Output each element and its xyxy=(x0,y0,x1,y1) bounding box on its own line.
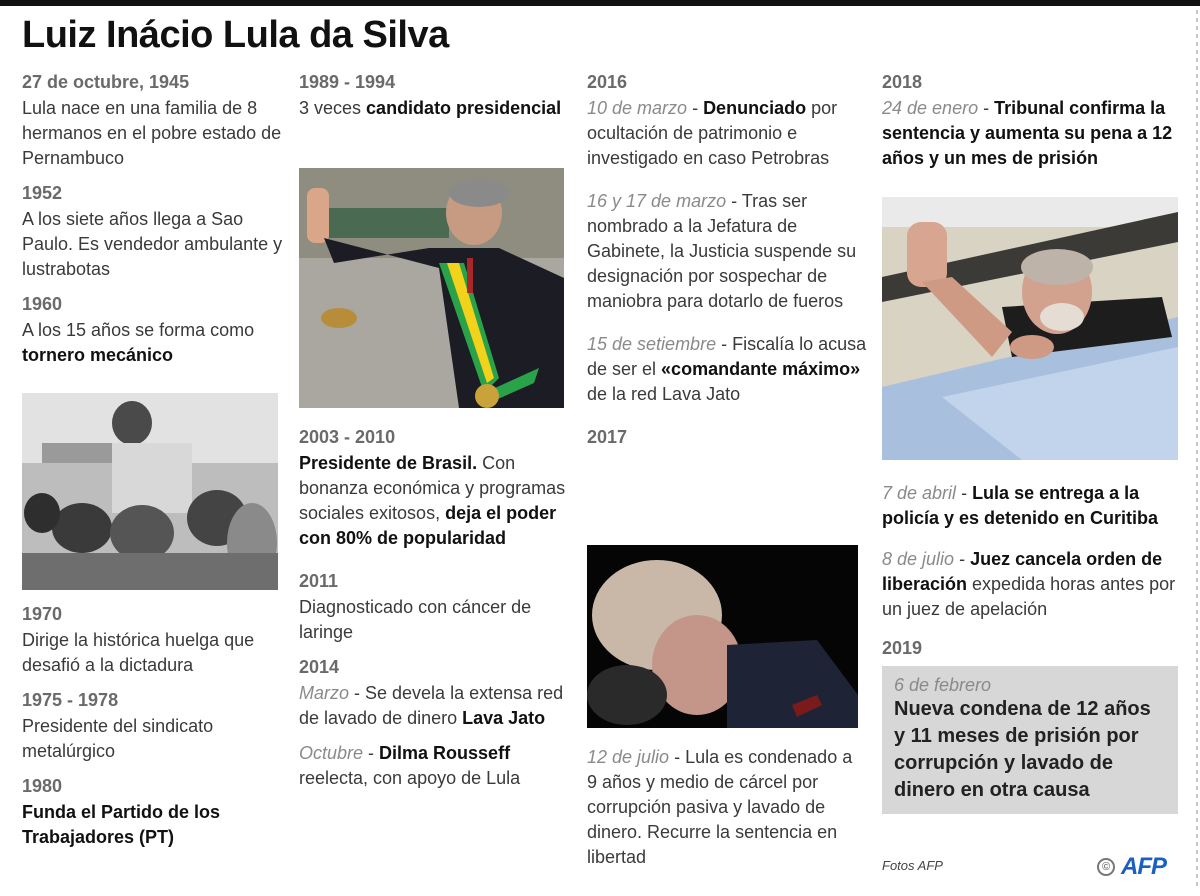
entry-1960 xyxy=(22,292,287,368)
photo-presidential-sash xyxy=(299,168,564,408)
entry-date: Marzo xyxy=(299,683,350,703)
entry-2017 xyxy=(587,425,867,449)
text-bold: Dilma Rousseff xyxy=(379,743,511,763)
entry-text xyxy=(299,96,571,121)
entry-date: 6 de febrero xyxy=(894,675,992,695)
entry-year: 1970 xyxy=(22,604,63,624)
entry-text xyxy=(22,318,287,368)
entry-2019-year xyxy=(882,636,1182,660)
column-3-lower xyxy=(587,745,867,880)
text-bold: Lula se entrega a la policía y es detenido en Curitiba xyxy=(882,483,1159,528)
entry-2018-8-julio xyxy=(882,547,1182,622)
column-1-lower xyxy=(22,602,287,860)
photo-credit: Fotos AFP xyxy=(882,858,943,873)
entry-2018-24-enero xyxy=(882,70,1182,171)
entry-text xyxy=(299,451,571,551)
entry-date: 8 de julio xyxy=(882,549,955,569)
entry-2016-16-marzo xyxy=(587,189,867,314)
text-bold: deja el poder con 80% de popularidad xyxy=(299,503,557,548)
entry-year: 1989 - 1994 xyxy=(299,72,396,92)
text-bold: Nueva condena de 12 años y 11 meses de prisión por corrupción y lavado de dinero en otra causa xyxy=(894,698,1151,801)
dotted-edge-divider xyxy=(1196,10,1198,890)
photo-face-in-hand xyxy=(587,545,858,728)
entry-year: 2017 xyxy=(587,427,628,447)
column-1 xyxy=(22,70,287,378)
entry-2018-7-abril xyxy=(882,481,1182,531)
photo-waving-window xyxy=(882,197,1178,460)
photo-strike-1970s xyxy=(22,393,278,590)
text-plain: Con bonanza económica y programas sociales exitosos, xyxy=(299,453,566,523)
entry-text xyxy=(587,189,867,314)
text-plain: - Tras ser nombrado a la Jefatura de Gabinete, la Justicia suspende su designación por sospechar de maniobra para dotarlo de fueros xyxy=(587,191,857,311)
entry-1945 xyxy=(22,70,287,171)
text-bold: Denunciado xyxy=(703,98,807,118)
entry-text: Lula nace en una familia de 8 hermanos en el pobre estado de Pernambuco xyxy=(22,98,282,168)
entry-2016-15-setiembre xyxy=(587,332,867,407)
text-bold: Presidente de Brasil. xyxy=(299,453,478,473)
text-plain: - xyxy=(956,483,973,503)
text-plain: - Se devela la extensa red de lavado de dinero xyxy=(299,683,564,728)
text-bold: candidato presidencial xyxy=(366,98,562,118)
entry-1952 xyxy=(22,181,287,282)
entry-text xyxy=(587,332,867,407)
text-plain: - xyxy=(954,549,971,569)
highlight-box-2019 xyxy=(882,666,1178,814)
entry-year: 1975 - 1978 xyxy=(22,690,119,710)
entry-date: 16 y 17 de marzo xyxy=(587,191,727,211)
column-3 xyxy=(587,70,867,459)
entry-text xyxy=(299,741,571,791)
entry-text xyxy=(882,481,1182,531)
text-bold: Juez cancela orden de liberación xyxy=(882,549,1163,594)
entry-2016-10-marzo xyxy=(587,70,867,171)
entry-year: 2011 xyxy=(299,571,339,591)
entry-2017-12-julio xyxy=(587,745,867,870)
entry-year: 2014 xyxy=(299,657,340,677)
entry-year: 2003 - 2010 xyxy=(299,427,396,447)
top-black-bar xyxy=(0,0,1200,6)
text-plain: A los 15 años se forma como xyxy=(22,320,255,340)
entry-1970 xyxy=(22,602,287,678)
text-plain: por ocultación de patrimonio e investigado en caso Petrobras xyxy=(587,98,838,168)
text-plain: - xyxy=(687,98,704,118)
entry-text: Presidente del sindicato metalúrgico xyxy=(22,716,214,761)
entry-date: 12 de julio xyxy=(587,747,670,767)
entry-year: 2016 xyxy=(587,72,628,92)
entry-date: Octubre xyxy=(299,743,364,763)
photo-image xyxy=(22,393,278,590)
text-bold: Tribunal confirma la sentencia y aumenta su pena a 12 años y un mes de prisión xyxy=(882,98,1173,168)
afp-logo: AFP xyxy=(1121,853,1166,880)
entry-2014-marzo xyxy=(299,655,571,731)
text-plain: expedida horas antes por un juez de apelación xyxy=(882,574,1176,619)
entry-date: 7 de abril xyxy=(882,483,957,503)
entry-text xyxy=(22,800,287,850)
entry-date: 10 de marzo xyxy=(587,98,688,118)
column-4-lower xyxy=(882,481,1182,814)
entry-text xyxy=(882,547,1182,622)
entry-1989 xyxy=(299,70,571,121)
photo-image xyxy=(882,197,1178,460)
entry-2014-octubre xyxy=(299,741,571,791)
afp-logo-block xyxy=(1097,853,1166,881)
entry-date: 24 de enero xyxy=(882,98,979,118)
entry-date: 15 de setiembre xyxy=(587,334,717,354)
photo-image xyxy=(587,545,858,728)
column-4 xyxy=(882,70,1182,181)
text-plain: - Lula es condenado a 9 años y medio de cárcel por corrupción pasiva y lavado de dinero. Recurre la sentencia en libertad xyxy=(587,747,853,867)
text-bold: «comandante máximo» xyxy=(661,359,861,379)
entry-2011 xyxy=(299,569,571,645)
entry-2003 xyxy=(299,425,571,551)
text-bold: Funda el Partido de los Trabajadores (PT) xyxy=(22,802,221,847)
entry-text: A los siete años llega a Sao Paulo. Es vendedor ambulante y lustrabotas xyxy=(22,209,283,279)
entry-text xyxy=(587,745,867,870)
column-2-lower xyxy=(299,425,571,801)
entry-1975 xyxy=(22,688,287,764)
text-bold: Lava Jato xyxy=(462,708,546,728)
text-plain: 3 veces xyxy=(299,98,367,118)
column-2 xyxy=(299,70,571,131)
page-title: Luiz Inácio Lula da Silva xyxy=(22,14,449,56)
text-plain: - xyxy=(978,98,995,118)
entry-text xyxy=(299,681,571,731)
entry-text: Dirige la histórica huelga que desafió a la dictadura xyxy=(22,630,255,675)
entry-1980 xyxy=(22,774,287,850)
entry-year: 27 de octubre, 1945 xyxy=(22,72,190,92)
entry-text xyxy=(587,96,867,171)
entry-year: 1960 xyxy=(22,294,63,314)
photo-image xyxy=(299,168,564,408)
text-plain: - Fiscalía lo acusa de ser el xyxy=(587,334,867,379)
entry-text xyxy=(882,96,1182,171)
entry-year: 1980 xyxy=(22,776,63,796)
entry-year: 2018 xyxy=(882,72,923,92)
copyright-icon: © xyxy=(1097,858,1115,876)
entry-year: 2019 xyxy=(882,638,923,658)
entry-year: 1952 xyxy=(22,183,63,203)
text-plain: - xyxy=(363,743,380,763)
text-bold: tornero mecánico xyxy=(22,345,174,365)
text-plain: de la red Lava Jato xyxy=(587,384,741,404)
entry-text: Diagnosticado con cáncer de laringe xyxy=(299,597,532,642)
text-plain: reelecta, con apoyo de Lula xyxy=(299,768,521,788)
